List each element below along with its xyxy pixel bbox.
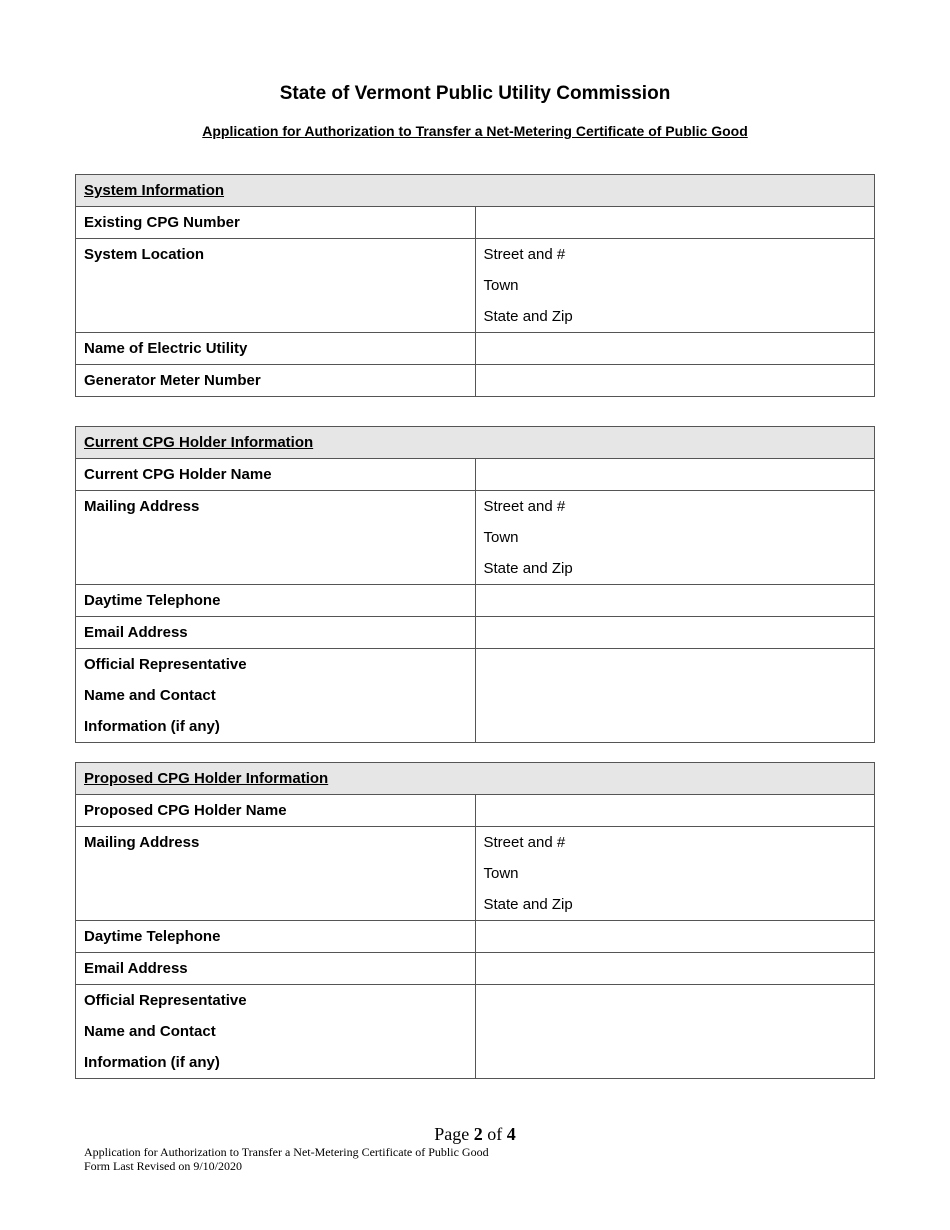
current-holder-heading: Current CPG Holder Information <box>76 427 875 459</box>
current-email-field[interactable] <box>475 617 875 649</box>
town-label: Town <box>483 277 519 294</box>
current-mailing-address-label: Mailing Address <box>76 491 476 585</box>
proposed-email-field[interactable] <box>475 953 875 985</box>
proposed-representative-label: Official Representative Name and Contact Information (if any) <box>76 985 476 1079</box>
current-holder-name-field[interactable] <box>475 459 875 491</box>
current-phone-field[interactable] <box>475 585 875 617</box>
street-label: Street and # <box>483 246 566 263</box>
form-subtitle: Application for Authorization to Transfer a Net-Metering Certificate of Public Good <box>202 123 748 139</box>
proposed-email-label: Email Address <box>76 953 476 985</box>
proposed-mailing-address-label: Mailing Address <box>76 827 476 921</box>
state-zip-label: State and Zip <box>483 308 573 325</box>
street-label: Street and # <box>483 834 566 851</box>
town-label: Town <box>483 529 519 546</box>
page-number: Page 2 of 4 <box>434 1124 516 1144</box>
existing-cpg-field[interactable] <box>475 207 875 239</box>
proposed-holder-name-field[interactable] <box>475 795 875 827</box>
town-label: Town <box>483 865 519 882</box>
current-email-label: Email Address <box>76 617 476 649</box>
system-information-table <box>75 174 875 397</box>
proposed-holder-table <box>75 762 875 1079</box>
footer-form-name: Application for Authorization to Transfer a Net-Metering Certificate of Public Good <box>84 1145 489 1159</box>
proposed-phone-label: Daytime Telephone <box>76 921 476 953</box>
state-zip-label: State and Zip <box>483 560 573 577</box>
proposed-phone-field[interactable] <box>475 921 875 953</box>
current-mailing-address-field[interactable] <box>475 491 875 585</box>
proposed-mailing-address-field[interactable] <box>475 827 875 921</box>
current-holder-table <box>75 426 875 743</box>
existing-cpg-label: Existing CPG Number <box>76 207 476 239</box>
system-location-field[interactable] <box>475 239 875 333</box>
electric-utility-field[interactable] <box>475 333 875 365</box>
system-location-label: System Location <box>76 239 476 333</box>
generator-meter-label: Generator Meter Number <box>76 365 476 397</box>
street-label: Street and # <box>483 498 566 515</box>
current-representative-label: Official Representative Name and Contact Information (if any) <box>76 649 476 743</box>
footer-revised-date: Form Last Revised on 9/10/2020 <box>84 1159 242 1173</box>
system-information-heading: System Information <box>76 175 875 207</box>
proposed-representative-field[interactable] <box>475 985 875 1079</box>
page-title: State of Vermont Public Utility Commission <box>279 83 671 104</box>
current-holder-name-label: Current CPG Holder Name <box>76 459 476 491</box>
state-zip-label: State and Zip <box>483 896 573 913</box>
proposed-holder-heading: Proposed CPG Holder Information <box>76 763 875 795</box>
generator-meter-field[interactable] <box>475 365 875 397</box>
current-representative-field[interactable] <box>475 649 875 743</box>
current-phone-label: Daytime Telephone <box>76 585 476 617</box>
proposed-holder-name-label: Proposed CPG Holder Name <box>76 795 476 827</box>
electric-utility-label: Name of Electric Utility <box>76 333 476 365</box>
